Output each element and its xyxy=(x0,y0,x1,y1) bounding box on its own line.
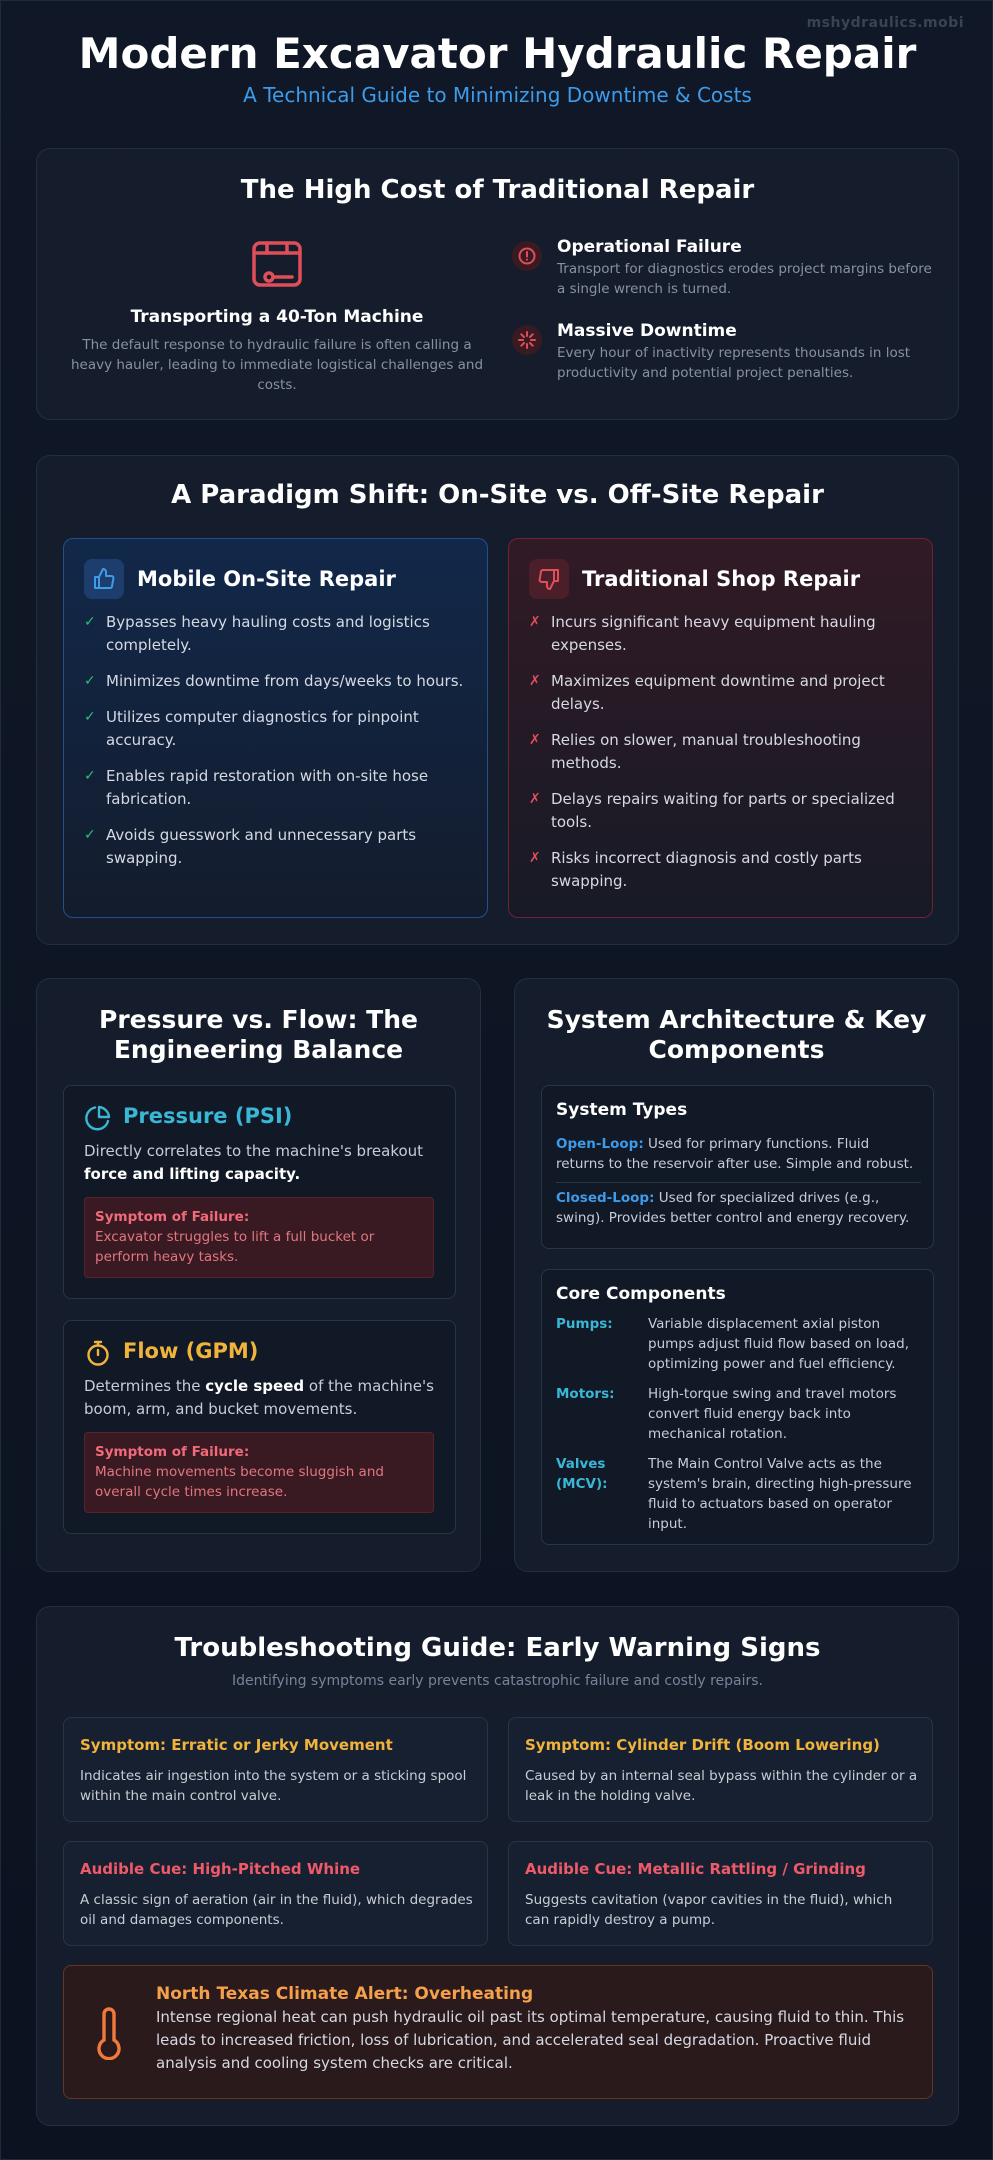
architecture-title: System Architecture & Key Components xyxy=(546,1005,927,1064)
list-item: ✓ Enables rapid restoration with on-site hose fabrication. xyxy=(84,767,429,808)
x-icon: ✗ xyxy=(529,791,541,807)
alert-circle-icon xyxy=(512,241,542,271)
pressure-title: Pressure (PSI) xyxy=(123,1104,293,1128)
climate-alert xyxy=(63,1965,933,2099)
list-item: ✓ Avoids guesswork and unnecessary parts swapping. xyxy=(84,826,417,867)
flow-title: Flow (GPM) xyxy=(123,1339,259,1363)
flow-symptom-box xyxy=(84,1432,434,1513)
cost-section-title: The High Cost of Traditional Repair xyxy=(240,175,755,205)
transport-title: Transporting a 40-Ton Machine xyxy=(130,307,424,327)
list-item: ✗ Relies on slower, manual troubleshooting methods. xyxy=(529,731,861,772)
stopwatch-icon xyxy=(84,1339,112,1367)
cost-item-title: Massive Downtime xyxy=(557,321,737,341)
symptom-card-desc: A classic sign of aeration (air in the fluid), which degrades oil and damages components. xyxy=(80,1892,473,1928)
thermometer-icon xyxy=(94,2006,124,2060)
list-item: ✗ Maximizes equipment downtime and project delays. xyxy=(529,672,885,713)
x-icon: ✗ xyxy=(529,850,541,866)
shop-repair-list xyxy=(529,611,919,906)
page-title: Modern Excavator Hydraulic Repair xyxy=(78,29,917,78)
symptom-card xyxy=(508,1717,933,1822)
symptom-card-desc: Suggests cavitation (vapor cavities in the fluid), which can rapidly destroy a pump. xyxy=(525,1892,893,1928)
symptom-title: Symptom of Failure: xyxy=(95,1209,250,1225)
open-loop-text: Open-Loop: Used for primary functions. Fluid returns to the reservoir after use. Simple and robust. xyxy=(556,1136,914,1172)
component-desc: High-torque swing and travel motors convert fluid energy back into mechanical rotation. xyxy=(648,1386,897,1442)
system-types-title: System Types xyxy=(556,1100,688,1120)
troubleshooting-title: Troubleshooting Guide: Early Warning Signs xyxy=(174,1633,821,1663)
symptom-card-title: Symptom: Erratic or Jerky Movement xyxy=(80,1736,393,1754)
mobile-repair-title: Mobile On-Site Repair xyxy=(137,567,396,591)
symptom-card-title: Symptom: Cylinder Drift (Boom Lowering) xyxy=(525,1736,880,1754)
thumbs-down-icon xyxy=(529,559,569,599)
symptom-card-desc: Indicates air ingestion into the system or a sticking spool within the main control valve. xyxy=(80,1768,467,1804)
check-icon: ✓ xyxy=(84,768,96,784)
cost-item-desc: Transport for diagnostics erodes project margins before a single wrench is turned. xyxy=(557,261,932,297)
symptom-card-title: Audible Cue: High-Pitched Whine xyxy=(80,1860,361,1878)
page-subtitle: A Technical Guide to Minimizing Downtime & Costs xyxy=(243,83,752,107)
list-item: ✗ Incurs significant heavy equipment hauling expenses. xyxy=(529,613,876,654)
component-name: Valves (MCV): xyxy=(556,1456,608,1492)
core-components-title: Core Components xyxy=(556,1284,726,1304)
mobile-repair-panel xyxy=(63,538,488,918)
check-icon: ✓ xyxy=(84,709,96,725)
troubleshooting-section xyxy=(36,1606,959,2126)
flow-card xyxy=(63,1320,456,1534)
shop-repair-panel xyxy=(508,538,933,918)
cost-item-title: Operational Failure xyxy=(557,237,742,257)
cost-section xyxy=(36,148,959,420)
pressure-desc: Directly correlates to the machine's breakout force and lifting capacity. xyxy=(84,1142,424,1183)
closed-loop-text: Closed-Loop: Used for specialized drives (e.g., swing). Provides better control and energy recovery. xyxy=(556,1190,910,1226)
alert-text: Intense regional heat can push hydraulic oil past its optimal temperature, causing fluid to thin. This leads to increased friction, loss of lubrication, and accelerated seal degradation. Proactive fluid analysis and cooling system checks are critical. xyxy=(156,2008,905,2072)
symptom-card xyxy=(63,1841,488,1946)
pressure-flow-title: Pressure vs. Flow: The Engineering Balance xyxy=(99,1005,418,1064)
symptom-text: Excavator struggles to lift a full bucket or perform heavy tasks. xyxy=(95,1229,375,1265)
troubleshooting-subtitle: Identifying symptoms early prevents catastrophic failure and costly repairs. xyxy=(231,1673,763,1689)
list-item: ✗ Risks incorrect diagnosis and costly parts swapping. xyxy=(529,849,862,890)
flow-desc: Determines the cycle speed of the machine's boom, arm, and bucket movements. xyxy=(84,1377,434,1418)
component-desc: The Main Control Valve acts as the system's brain, directing high-pressure fluid to actuators based on operator input. xyxy=(648,1456,912,1532)
symptom-card xyxy=(508,1841,933,1946)
symptom-card-desc: Caused by an internal seal bypass within the cylinder or a leak in the holding valve. xyxy=(525,1768,918,1804)
paradigm-section xyxy=(36,455,959,945)
component-name: Motors: xyxy=(556,1386,615,1402)
check-icon: ✓ xyxy=(84,827,96,843)
shop-repair-title: Traditional Shop Repair xyxy=(582,567,861,591)
alert-title: North Texas Climate Alert: Overheating xyxy=(156,1984,534,2004)
symptom-card xyxy=(63,1717,488,1822)
symptom-card-title: Audible Cue: Metallic Rattling / Grinding xyxy=(525,1860,866,1878)
thumbs-up-icon xyxy=(84,559,124,599)
list-item: ✓ Utilizes computer diagnostics for pinpoint accuracy. xyxy=(84,708,419,749)
list-item: ✓ Bypasses heavy hauling costs and logistics completely. xyxy=(84,613,430,654)
x-icon: ✗ xyxy=(529,732,541,748)
pie-chart-icon xyxy=(84,1104,112,1132)
transport-desc: The default response to hydraulic failure is often calling a heavy hauler, leading to immediate logistical challenges and costs. xyxy=(70,337,484,393)
core-components-card xyxy=(541,1269,934,1545)
symptom-title: Symptom of Failure: xyxy=(95,1444,250,1460)
list-item: ✗ Delays repairs waiting for parts or specialized tools. xyxy=(529,790,895,831)
paradigm-title: A Paradigm Shift: On-Site vs. Off-Site Repair xyxy=(171,480,824,510)
architecture-section xyxy=(514,978,959,1572)
component-name: Pumps: xyxy=(556,1316,613,1332)
x-icon: ✗ xyxy=(529,673,541,689)
pressure-symptom-box xyxy=(84,1197,434,1278)
symptom-text: Machine movements become sluggish and overall cycle times increase. xyxy=(95,1464,384,1500)
check-icon: ✓ xyxy=(84,673,96,689)
cost-item-desc: Every hour of inactivity represents thousands in lost productivity and potential project penalties. xyxy=(557,345,911,381)
truck-icon xyxy=(247,235,307,295)
pressure-flow-section xyxy=(36,978,481,1572)
system-types-card xyxy=(541,1085,934,1249)
divider xyxy=(556,1182,921,1183)
x-icon: ✗ xyxy=(529,614,541,630)
list-item: ✓ Minimizes downtime from days/weeks to hours. xyxy=(84,670,474,693)
pressure-card xyxy=(63,1085,456,1299)
mobile-repair-list xyxy=(84,611,474,883)
loader-icon xyxy=(512,325,542,355)
component-desc: Variable displacement axial piston pumps adjust fluid flow based on load, optimizing power and fuel efficiency. xyxy=(648,1316,909,1372)
check-icon: ✓ xyxy=(84,614,96,630)
watermark: mshydraulics.mobi xyxy=(806,15,964,31)
